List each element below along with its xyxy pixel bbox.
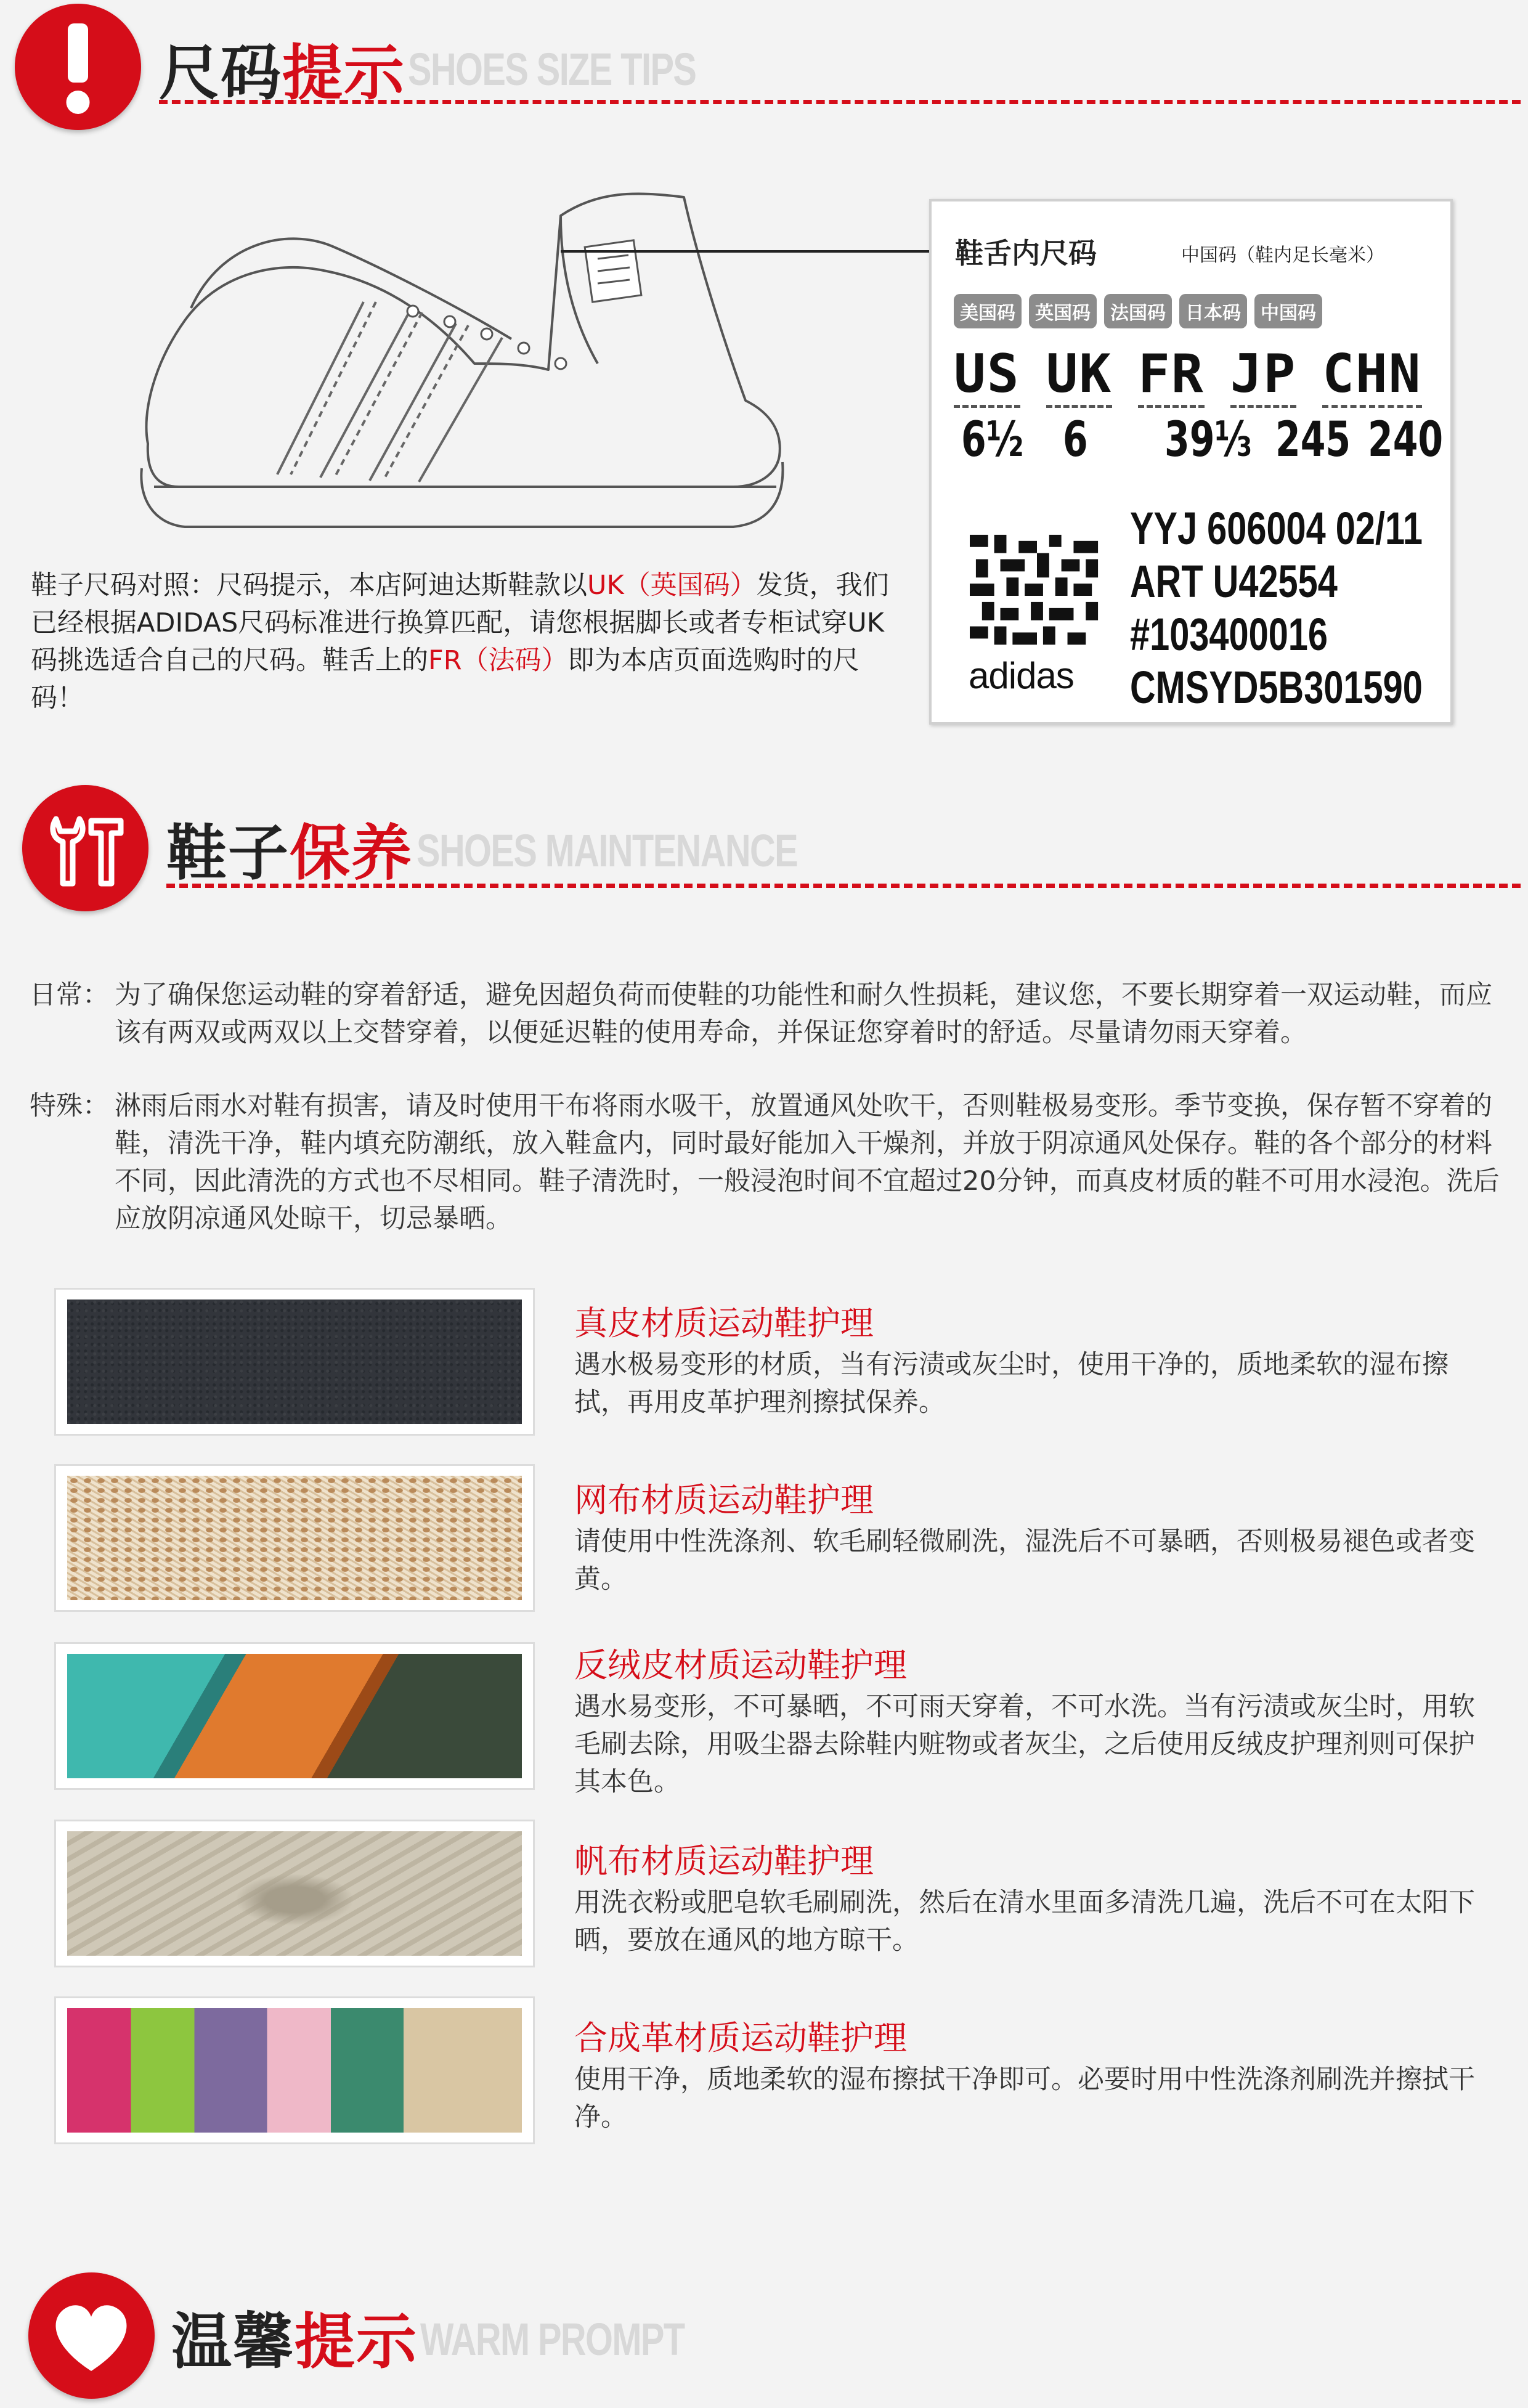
qr-code-icon [970,534,1104,657]
section-title-maintenance: 鞋子保养 [166,818,413,889]
label-subtitle: 中国码（鞋内足长毫米） [1181,245,1384,266]
exclamation-icon [15,4,141,130]
special-label: 特殊： [30,1091,109,1121]
article-line-2: ART U42554 [1130,556,1338,607]
synthetic-swatch [54,1996,535,2144]
material-title: 真皮材质运动鞋护理 [574,1304,874,1343]
canvas-swatch [54,1820,535,1967]
section-header-size [0,0,1528,148]
material-desc: 用洗衣粉或肥皂软毛刷刷洗，然后在清水里面多清洗几遍，洗后不可在太阳下晒，要放在通风的地方晾干。 [574,1887,1475,1956]
code-chn: CHN [1322,343,1421,408]
code-fr: FR [1138,343,1205,408]
tools-icon [22,785,148,911]
section-header-warm [0,2260,1528,2408]
size-cn: 240 [1368,412,1444,468]
code-uk: UK [1046,343,1113,408]
uk-highlight: UK（英国码） [587,570,757,601]
mesh-swatch [54,1464,535,1612]
article-line-4: CMSYD5B301590 [1130,662,1423,713]
article-info [1130,502,1505,714]
daily-text: 为了确保您运动鞋的穿着舒适，避免因超负荷而使鞋的功能性和耐久性损耗，建议您，不要长期穿着一双运动鞋，而应该有两双或两双以上交替穿着，以便延迟鞋的使用寿命，并保证您穿着时的舒适。尽量请勿雨天穿着。 [115,980,1492,1048]
size-codes [954,343,1422,408]
material-title: 网布材质运动鞋护理 [574,1481,874,1519]
size-us: 6½ [961,412,1024,468]
article-line-1: YYJ 606004 02/11 [1130,503,1423,554]
section-title-maintenance-en: SHOES MAINTENANCE [417,825,798,876]
label-title: 鞋舌内尺码 [955,237,1097,270]
material-desc: 请使用中性洗涤剂、软毛刷轻微刷洗，湿洗后不可暴晒，否则极易褪色或者变黄。 [574,1526,1475,1595]
section-title-warm-en: WARM PROMPT [420,2314,685,2365]
section-title-size-en: SHOES SIZE TIPS [408,44,696,95]
label-chips [954,294,1322,328]
code-jp: JP [1230,343,1297,408]
size-jp: 245 [1275,412,1351,468]
suede-swatch [54,1642,535,1790]
leather-swatch [54,1288,535,1436]
size-uk: 6 [1063,412,1088,468]
daily-label: 日常： [30,980,109,1011]
chip-fr: 法国码 [1104,294,1172,328]
section-header-maintenance [0,778,1528,925]
material-desc: 遇水极易变形的材质，当有污渍或灰尘时，使用干净的，质地柔软的湿布擦拭，再用皮革护理剂擦拭保养。 [574,1349,1449,1418]
special-text: 淋雨后雨水对鞋有损害，请及时使用干布将雨水吸干，放置通风处吹干，否则鞋极易变形。季节变换，保存暂不穿着的鞋，清洗干净，鞋内填充防潮纸，放入鞋盒内，同时最好能加入干燥剂，并放于阴凉通风处保存。鞋的各个部分的材料不同，因此清洗的方式也不尽相同。鞋子清洗时，一般浸泡时间不宜超过20分钟，而真皮材质的鞋不可用水浸泡。洗后应放阴凉通风处晾干，切忌暴晒。 [115,1091,1500,1234]
fr-highlight: FR（法码） [428,645,568,676]
article-line-3: #103400016 [1130,609,1328,660]
material-title: 合成革材质运动鞋护理 [574,2019,907,2057]
adidas-logo: adidas [969,655,1074,696]
size-fr: 39⅓ [1164,412,1252,468]
chip-cn: 中国码 [1254,294,1322,328]
section-divider [159,100,1521,104]
size-explanation: 鞋子尺码对照：尺码提示，本店阿迪达斯鞋款以UK（英国码）发货，我们已经根据ADIDAS尺码标准进行换算匹配，请您根据脚长或者专柜试穿UK码挑选适合自己的尺码。鞋舌上的FR（法码）即为本店页面选购时的尺码！ [31,570,889,714]
chip-uk: 英国码 [1029,294,1097,328]
chip-us: 美国码 [954,294,1022,328]
chip-jp: 日本码 [1179,294,1247,328]
section-title-size: 尺码提示 [159,38,406,108]
daily-care-paragraph [30,977,1508,1052]
section-divider [166,884,1521,888]
material-desc: 遇水易变形，不可暴晒，不可雨天穿着，不可水洗。当有污渍或灰尘时，用软毛刷去除，用吸尘器去除鞋内赃物或者灰尘，之后使用反绒皮护理剂则可保护其本色。 [574,1691,1475,1797]
section-title-warm: 温馨提示 [171,2307,418,2377]
special-care-paragraph [30,1088,1508,1238]
tongue-size-label [929,199,1453,725]
material-title: 反绒皮材质运动鞋护理 [574,1646,907,1685]
material-desc: 使用干净，质地柔软的湿布擦拭干净即可。必要时用中性洗涤剂刷洗并擦拭干净。 [574,2064,1475,2133]
material-title: 帆布材质运动鞋护理 [574,1842,874,1881]
heart-icon [28,2272,155,2399]
code-us: US [954,343,1020,408]
